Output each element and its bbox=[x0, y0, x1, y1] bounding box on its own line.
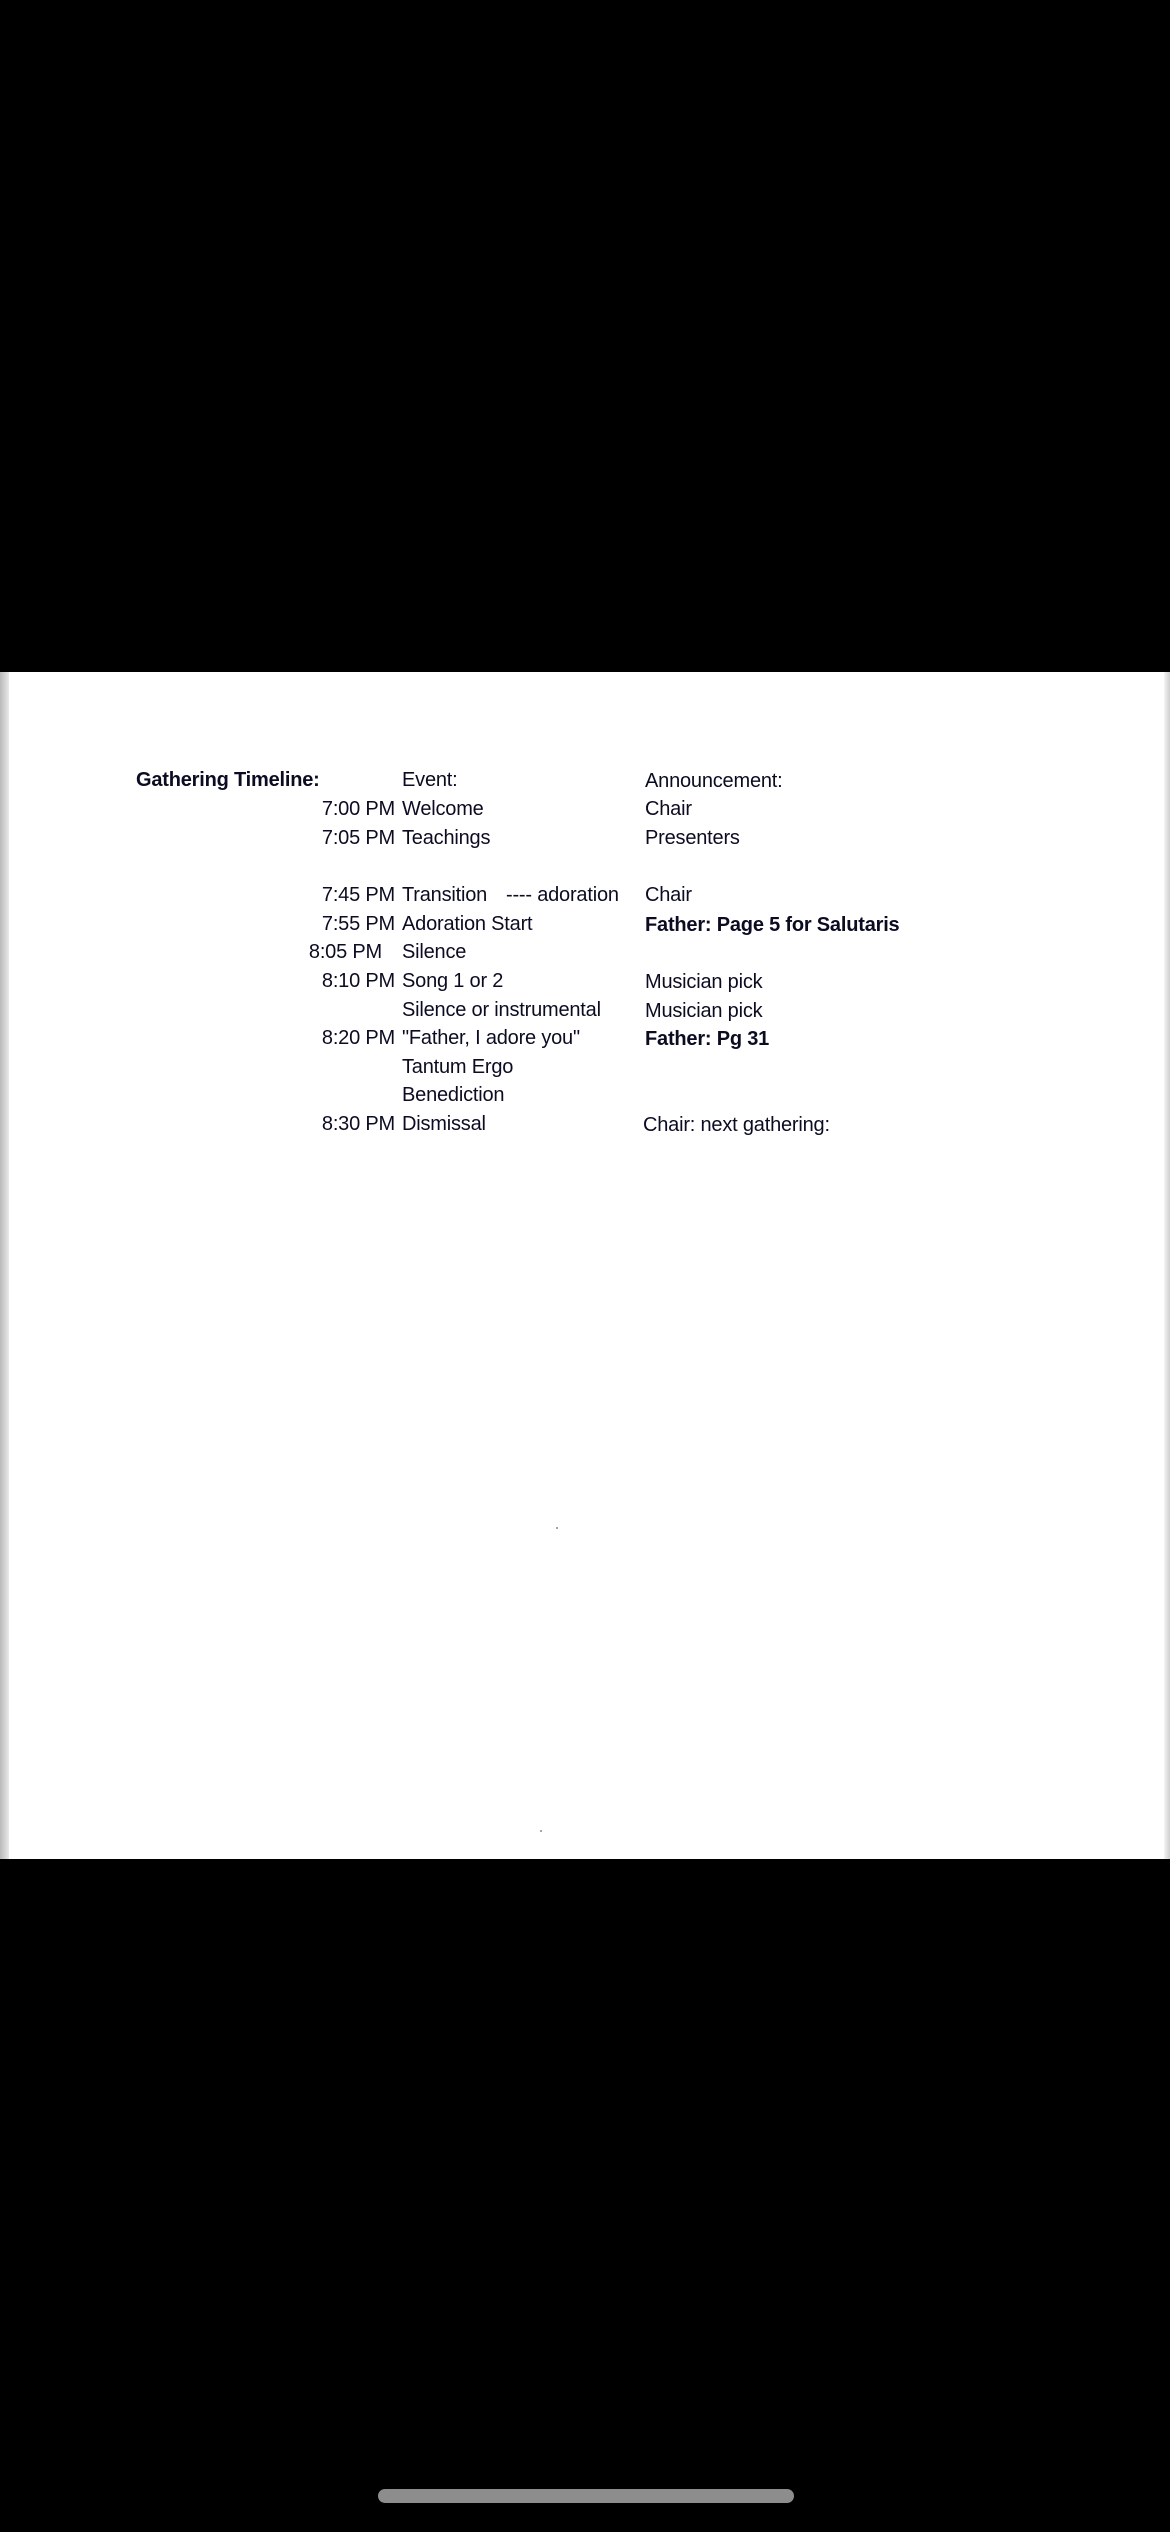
row-time: 8:10 PM bbox=[321, 970, 395, 992]
paper-speck bbox=[540, 1830, 542, 1832]
page-left-edge bbox=[0, 672, 9, 1859]
row-time: 8:30 PM bbox=[321, 1113, 395, 1135]
row-time: 7:45 PM bbox=[321, 884, 395, 906]
row-time: 8:20 PM bbox=[321, 1027, 395, 1049]
row-event: Transition bbox=[402, 884, 488, 906]
row-time: 7:55 PM bbox=[321, 913, 395, 935]
row-time: 7:05 PM bbox=[321, 827, 395, 849]
row-event: Silence bbox=[402, 941, 467, 963]
row-event: Song 1 or 2 bbox=[402, 970, 504, 992]
paper-speck bbox=[556, 1527, 558, 1529]
row-announcement: Musician pick bbox=[645, 1000, 763, 1022]
announcement-column-header: Announcement: bbox=[645, 770, 783, 792]
row-event: Adoration Start bbox=[402, 913, 533, 935]
row-announcement: Presenters bbox=[645, 827, 740, 849]
row-announcement: Chair bbox=[645, 884, 692, 906]
page-right-edge bbox=[1164, 672, 1170, 1859]
event-column-header: Event: bbox=[402, 769, 458, 791]
row-event: Silence or instrumental bbox=[402, 999, 601, 1021]
home-indicator[interactable] bbox=[378, 2489, 794, 2503]
row-time: 8:05 PM bbox=[308, 941, 382, 963]
row-announcement: Chair: next gathering: bbox=[643, 1114, 830, 1136]
row-announcement: Chair bbox=[645, 798, 692, 820]
row-announcement: Father: Pg 31 bbox=[645, 1028, 770, 1050]
row-event: Teachings bbox=[402, 827, 491, 849]
row-event: Welcome bbox=[402, 798, 484, 820]
row-event: Dismissal bbox=[402, 1113, 486, 1135]
row-event: "Father, I adore you" bbox=[402, 1027, 580, 1049]
timeline-title: Gathering Timeline: bbox=[136, 769, 320, 791]
row-announcement: Father: Page 5 for Salutaris bbox=[645, 914, 900, 936]
row-event: Benediction bbox=[402, 1084, 505, 1106]
row-event: Tantum Ergo bbox=[402, 1056, 514, 1078]
row-announcement: Musician pick bbox=[645, 971, 763, 993]
row-time: 7:00 PM bbox=[321, 798, 395, 820]
document-page bbox=[0, 672, 1170, 1859]
row-event-extra: ---- adoration bbox=[506, 884, 619, 906]
